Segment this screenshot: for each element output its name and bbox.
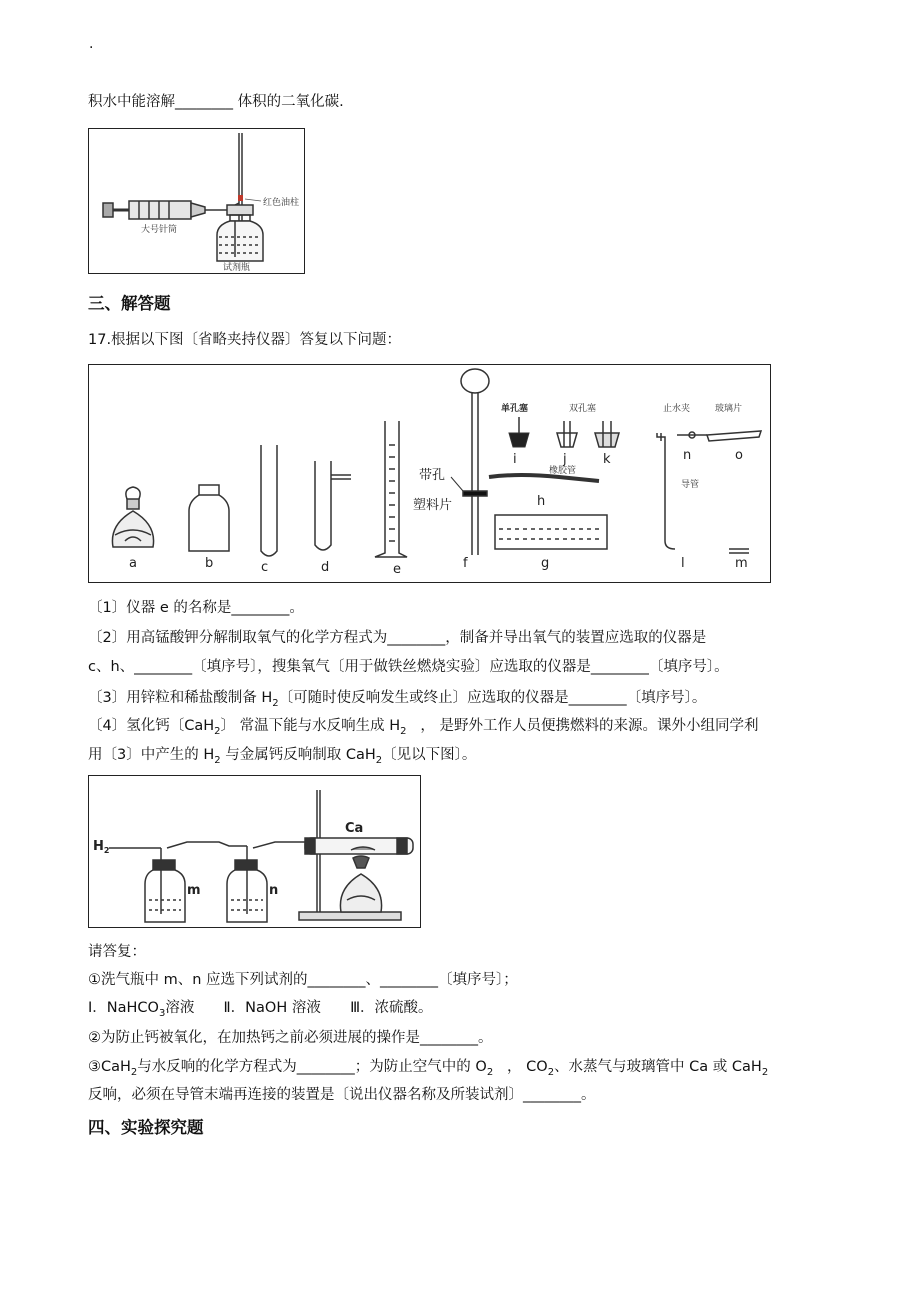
label-g: g [541,556,550,571]
stopper-j [557,421,577,447]
question-part4-line2: 用〔3〕中产生的 $H_2$ 与金属钙反响制取 CaH$_2$〔见以下图〕。 [88,747,477,766]
syringe-apparatus-figure [88,128,305,274]
q4-line2-b: 与金属钙反响制取 CaH [225,747,376,763]
label-n: n [683,448,692,463]
long-funnel-f [451,369,489,555]
rubber-tube-h [489,475,599,481]
question-part2-line1: 〔2〕用高锰酸钾分解制取氧气的化学方程式为________，制备并导出氧气的装置应选取的仪器是 [88,630,707,646]
label-j: j [563,452,567,467]
glass-plate-label: 玻璃片 [715,404,743,414]
branched-tube-d [315,461,351,550]
s3-text-a: ③CaH [88,1059,131,1075]
label-d: d [321,560,330,575]
sub-question-2: ②为防止钙被氧化，在加热钙之前必须进展的操作是________。 [88,1030,493,1046]
label-l: l [681,556,685,571]
label-e: e [393,562,401,577]
reagent-options: I．NaHCO$_3$溶液 Ⅱ．NaOH 溶液 Ⅲ．浓硫酸。 [88,1000,433,1019]
label-i: i [513,452,517,467]
bottle-m-label: m [187,883,201,898]
q4-line2-c: 〔见以下图〕。 [382,747,477,763]
label-o: o [735,448,743,463]
reagent-bottle [217,205,263,261]
question-part1: 〔1〕仪器 e 的名称是________。 [88,600,304,616]
fragment-line: 积水中能溶解________ 体积的二氧化碳. [88,94,344,110]
tube-label: 导管 [681,480,700,490]
gas-tubing [109,838,321,862]
label-h: h [537,494,546,509]
q3-text-a: 〔3〕用锌粒和稀盐酸制备 H [88,690,273,706]
sub-question-3-line1: ③CaH$_2$与水反响的化学方程式为________；为防止空气中的 $O_2$ ， $CO_2$、水蒸气与玻璃管中 Ca 或 CaH$_2$ [88,1059,769,1078]
s3-text-d: 、水蒸气与玻璃管中 Ca 或 CaH [554,1059,762,1075]
wash-bottle-n [227,860,267,922]
q4-text-c: ， 是野外工作人员便携燃料的来源。课外小组同学利 [420,718,759,734]
stopper-k [595,421,619,447]
clamp-n [677,432,707,438]
large-syringe [103,201,239,219]
apparatus-set-figure [88,364,771,583]
s3-text-b: 与水反响的化学方程式为________；为防止空气中的 O [137,1059,487,1075]
clamp-label: 止水夹 [663,404,691,414]
double-stopper-label: 双孔塞 [569,404,597,414]
page-marker-dot: . [89,36,94,52]
water-trough-g [495,515,607,549]
bottle-n-label: n [269,883,279,898]
answer-prompt: 请答复： [88,944,146,960]
option-ii: Ⅱ．NaOH 溶液 [223,1000,321,1016]
bent-tube-l [657,433,675,549]
label-f: f [463,556,468,571]
oil-column-label: 红色油柱 [263,198,300,208]
wide-bottle-b [189,485,229,551]
option-i-tail: 溶液 [165,1000,195,1016]
bottle-label: 试剂瓶 [223,263,251,273]
label-a: a [129,556,137,571]
alcohol-lamp-a [112,487,153,547]
h2-label: $H_2$ [93,839,110,855]
q4-line2-a: 用〔3〕中产生的 H [88,747,215,763]
q3-text-b: 〔可随时使反响发生或终止〕应选取的仪器是________〔填序号〕。 [278,690,707,706]
reaction-tube [305,838,413,854]
calcium-label: Ca [345,821,364,836]
rubber-tube-label: 橡胶管 [549,466,577,476]
perforated-label-1: 带孔 [419,468,446,483]
question17-intro: 17.根据以下图〔省略夹持仪器〕答复以下问题： [88,332,402,348]
sub-question-3-line2: 反响，必须在导管末端再连接的装置是〔说出仪器名称及所装试剂〕________。 [88,1087,596,1103]
s3-text-c: ， CO [507,1059,548,1075]
section4-heading: 四、实验探究题 [88,1118,204,1137]
straight-tube-m [729,549,749,553]
stopper-i [509,417,529,447]
option-i: I．NaHCO [88,1000,159,1016]
calcium-hydride-apparatus-figure [88,775,421,928]
label-k: k [603,452,611,467]
section3-heading: 三、解答题 [88,294,171,313]
label-c: c [261,560,269,575]
question-part4-line1: 〔4〕氢化钙〔CaH$_2$〕 常温下能与水反响生成 $H_2$ ， 是野外工作人员便携燃料的来源。课外小组同学利 [88,718,759,737]
sub-question-1: ①洗气瓶中 m、n 应选下列试剂的________、________〔填序号〕； [88,972,518,988]
q4-text-a: 〔4〕氢化钙〔CaH [88,718,215,734]
label-b: b [205,556,214,571]
glass-plate-o [707,431,761,441]
label-m: m [735,556,748,571]
option-iii: Ⅲ．浓硫酸。 [350,1000,433,1016]
syringe-label: 大号针筒 [141,225,178,235]
wash-bottle-m [145,860,185,922]
graduated-cylinder-e [375,421,407,557]
question-part2-line2: c、h、________〔填序号〕，搜集氧气〔用于做铁丝燃烧实验〕应选取的仪器是________〔填序号〕。 [88,659,729,675]
h2-label-text: H [93,839,104,854]
alcohol-lamp [340,856,381,912]
perforated-label-2: 塑料片 [413,498,453,513]
test-tube-c [261,445,277,556]
question-part3: 〔3〕用锌粒和稀盐酸制备 $H_2$〔可随时使反响发生或终止〕应选取的仪器是________〔填序号〕。 [88,690,707,709]
q4-text-b: 〕 常温下能与水反响生成 H [220,718,401,734]
single-stopper-label: 单孔塞 [501,404,529,414]
